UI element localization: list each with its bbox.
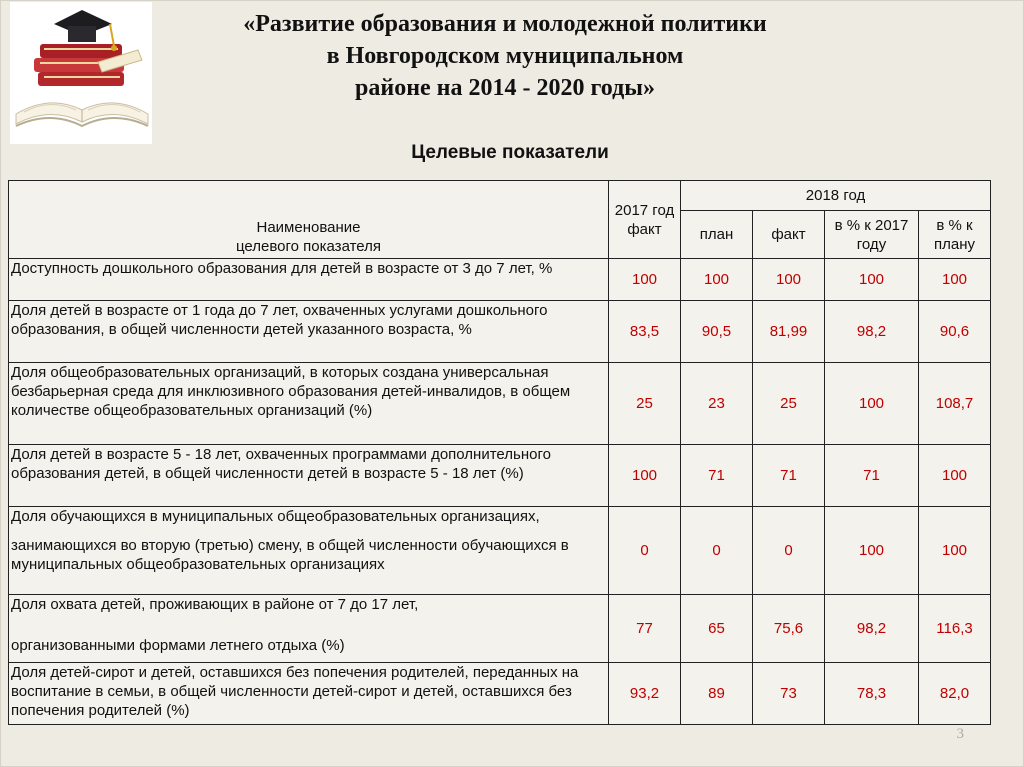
header-plan: план: [681, 211, 753, 259]
value-fact: 71: [753, 445, 825, 507]
title-line-3: районе на 2014 - 2020 годы»: [355, 75, 655, 101]
value-pct-2017: 100: [825, 363, 919, 445]
value-plan: 0: [681, 507, 753, 595]
target-indicators-table: [8, 180, 991, 725]
value-2017: 77: [609, 595, 681, 663]
value-fact: 81,99: [753, 301, 825, 363]
indicator-name-part-a: Доля обучающихся в муниципальных общеобразовательных организациях,: [11, 508, 540, 525]
value-2017: 100: [609, 445, 681, 507]
value-pct-2017: 100: [825, 259, 919, 301]
value-pct-plan: 116,3: [919, 595, 991, 663]
table-row: [9, 301, 991, 363]
value-2017: 100: [609, 259, 681, 301]
value-pct-2017: 98,2: [825, 595, 919, 663]
value-plan: 100: [681, 259, 753, 301]
value-2017: 93,2: [609, 663, 681, 725]
table-row: [9, 445, 991, 507]
header-name-line2: целевого показателя: [236, 238, 381, 255]
value-fact: 25: [753, 363, 825, 445]
indicator-name: [9, 595, 609, 663]
table-row: [9, 259, 991, 301]
indicator-name: Доля детей-сирот и детей, оставшихся без попечения родителей, переданных на воспитание в семьи, в общей численности детей-сирот и детей, оставшихся без попечения родителей (%): [9, 663, 609, 725]
value-2017: 25: [609, 363, 681, 445]
value-pct-plan: 90,6: [919, 301, 991, 363]
table-row: [9, 363, 991, 445]
value-pct-plan: 82,0: [919, 663, 991, 725]
indicator-name: Доступность дошкольного образования для детей в возрасте от 3 до 7 лет, %: [9, 259, 609, 301]
indicator-name: Доля детей в возрасте 5 - 18 лет, охваченных программами дополнительного образования детей, в общей численности детей в возрасте 5 - 18 лет (%): [9, 445, 609, 507]
value-pct-2017: 71: [825, 445, 919, 507]
page-title: [160, 8, 850, 104]
section-subtitle: Целевые показатели: [411, 142, 609, 163]
value-pct-plan: 100: [919, 445, 991, 507]
header-name-line1: Наименование: [256, 219, 361, 236]
value-plan: 71: [681, 445, 753, 507]
value-fact: 0: [753, 507, 825, 595]
value-plan: 89: [681, 663, 753, 725]
page-number: 3: [956, 726, 964, 742]
value-fact: 73: [753, 663, 825, 725]
header-pct-plan: в % к плану: [919, 211, 991, 259]
value-plan: 65: [681, 595, 753, 663]
indicator-name: Доля детей в возрасте от 1 года до 7 лет, охваченных услугами дошкольного образования, в общей численности детей указанного возраста, %: [9, 301, 609, 363]
graduation-books-logo: [10, 2, 152, 144]
value-2017: 83,5: [609, 301, 681, 363]
indicator-name-part-b: занимающихся во вторую (третью) смену, в общей численности обучающихся в муниципальных общеобразовательных организациях: [11, 537, 569, 573]
indicator-name-part-b: организованными формами летнего отдыха (%): [11, 637, 345, 654]
table-row: [9, 507, 991, 595]
table-row: [9, 595, 991, 663]
header-fact-2017: 2017 год факт: [609, 181, 681, 259]
indicator-name-part-a: Доля охвата детей, проживающих в районе от 7 до 17 лет,: [11, 596, 419, 613]
value-fact: 100: [753, 259, 825, 301]
indicator-name: Доля общеобразовательных организаций, в которых создана универсальная безбарьерная среда для инклюзивного образования детей-инвалидов, в общем количестве общеобразовательных организаций (%): [9, 363, 609, 445]
indicator-name: [9, 507, 609, 595]
header-indicator-name: [9, 181, 609, 259]
value-fact: 75,6: [753, 595, 825, 663]
value-2017: 0: [609, 507, 681, 595]
value-pct-2017: 78,3: [825, 663, 919, 725]
value-pct-plan: 100: [919, 507, 991, 595]
header-pct-2017: в % к 2017 году: [825, 211, 919, 259]
value-plan: 90,5: [681, 301, 753, 363]
value-pct-2017: 100: [825, 507, 919, 595]
header-fact: факт: [753, 211, 825, 259]
title-line-2: в Новгородском муниципальном: [326, 43, 684, 69]
value-plan: 23: [681, 363, 753, 445]
title-line-1: «Развитие образования и молодежной политики: [243, 11, 767, 37]
value-pct-plan: 100: [919, 259, 991, 301]
table-row: [9, 663, 991, 725]
value-pct-plan: 108,7: [919, 363, 991, 445]
header-year-2018: 2018 год: [681, 181, 991, 211]
value-pct-2017: 98,2: [825, 301, 919, 363]
